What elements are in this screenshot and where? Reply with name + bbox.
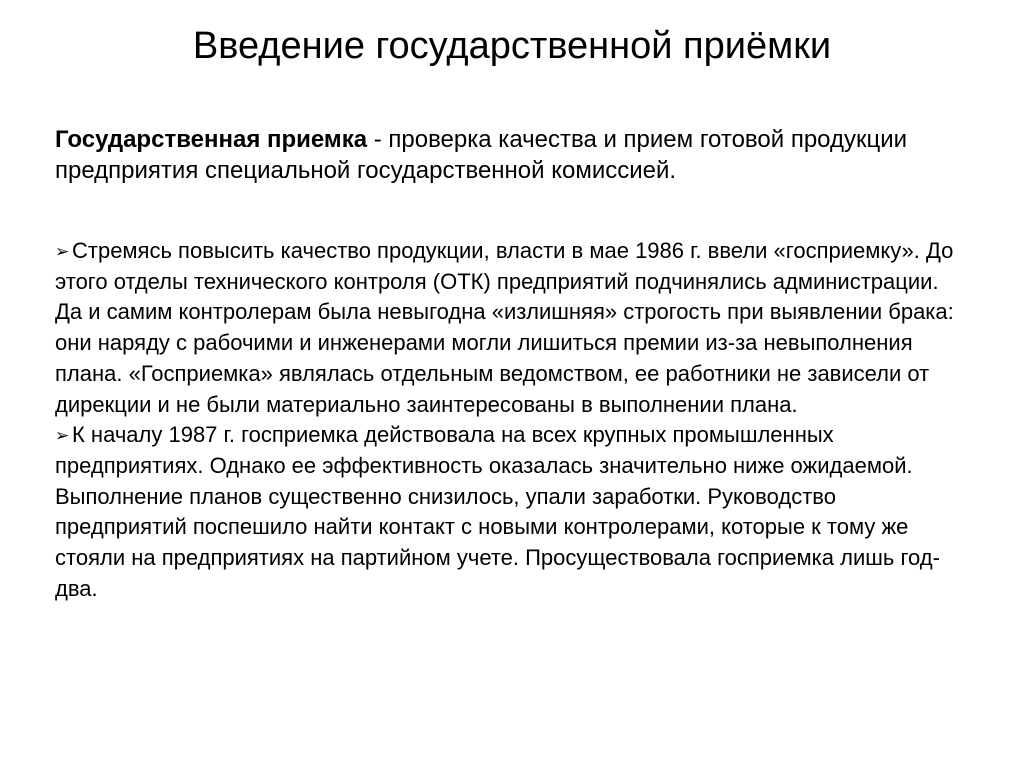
arrow-bullet-icon: ➢ — [55, 242, 70, 262]
slide-title: Введение государственной приёмки — [192, 25, 832, 67]
bullet-item — [55, 420, 955, 604]
bullet-text: Стремясь повысить качество продукции, власти в мае 1986 г. ввели «госприемку». До этого отделы технического контроля (ОТК) предприятий подчинялись администрации. Да и самим контролерам была невыгодна «излишняя» строгость при выявлении брака: они наряду с рабочими и инженерами могли лишиться премии из-за невыполнения плана. «Госприемка» являлась отдельным ведомством, ее работники не зависели от дирекции и не были материально заинтересованы в выполнении плана. — [55, 238, 954, 417]
definition-text: - проверка качества и прием готовой продукции предприятия специальной государственной комиссией. — [55, 126, 908, 184]
arrow-bullet-icon: ➢ — [55, 426, 70, 447]
definition-term: Государственная приемка — [55, 126, 368, 153]
definition-paragraph — [55, 124, 975, 186]
bullet-item — [55, 236, 955, 420]
bullet-text: К началу 1987 г. госприемка действовала на всех крупных промышленных предприятиях. Однако ее эффективность оказалась значительно ниже ожидаемой. Выполнение планов существенно снизилось, упали заработки. Руководство предприятий поспешило найти контакт с новыми контролерами, которые к тому же стояли на предприятиях на партийном учете. Просуществовала госприемка лишь год-два. — [55, 422, 940, 601]
bullet-list — [55, 236, 955, 604]
